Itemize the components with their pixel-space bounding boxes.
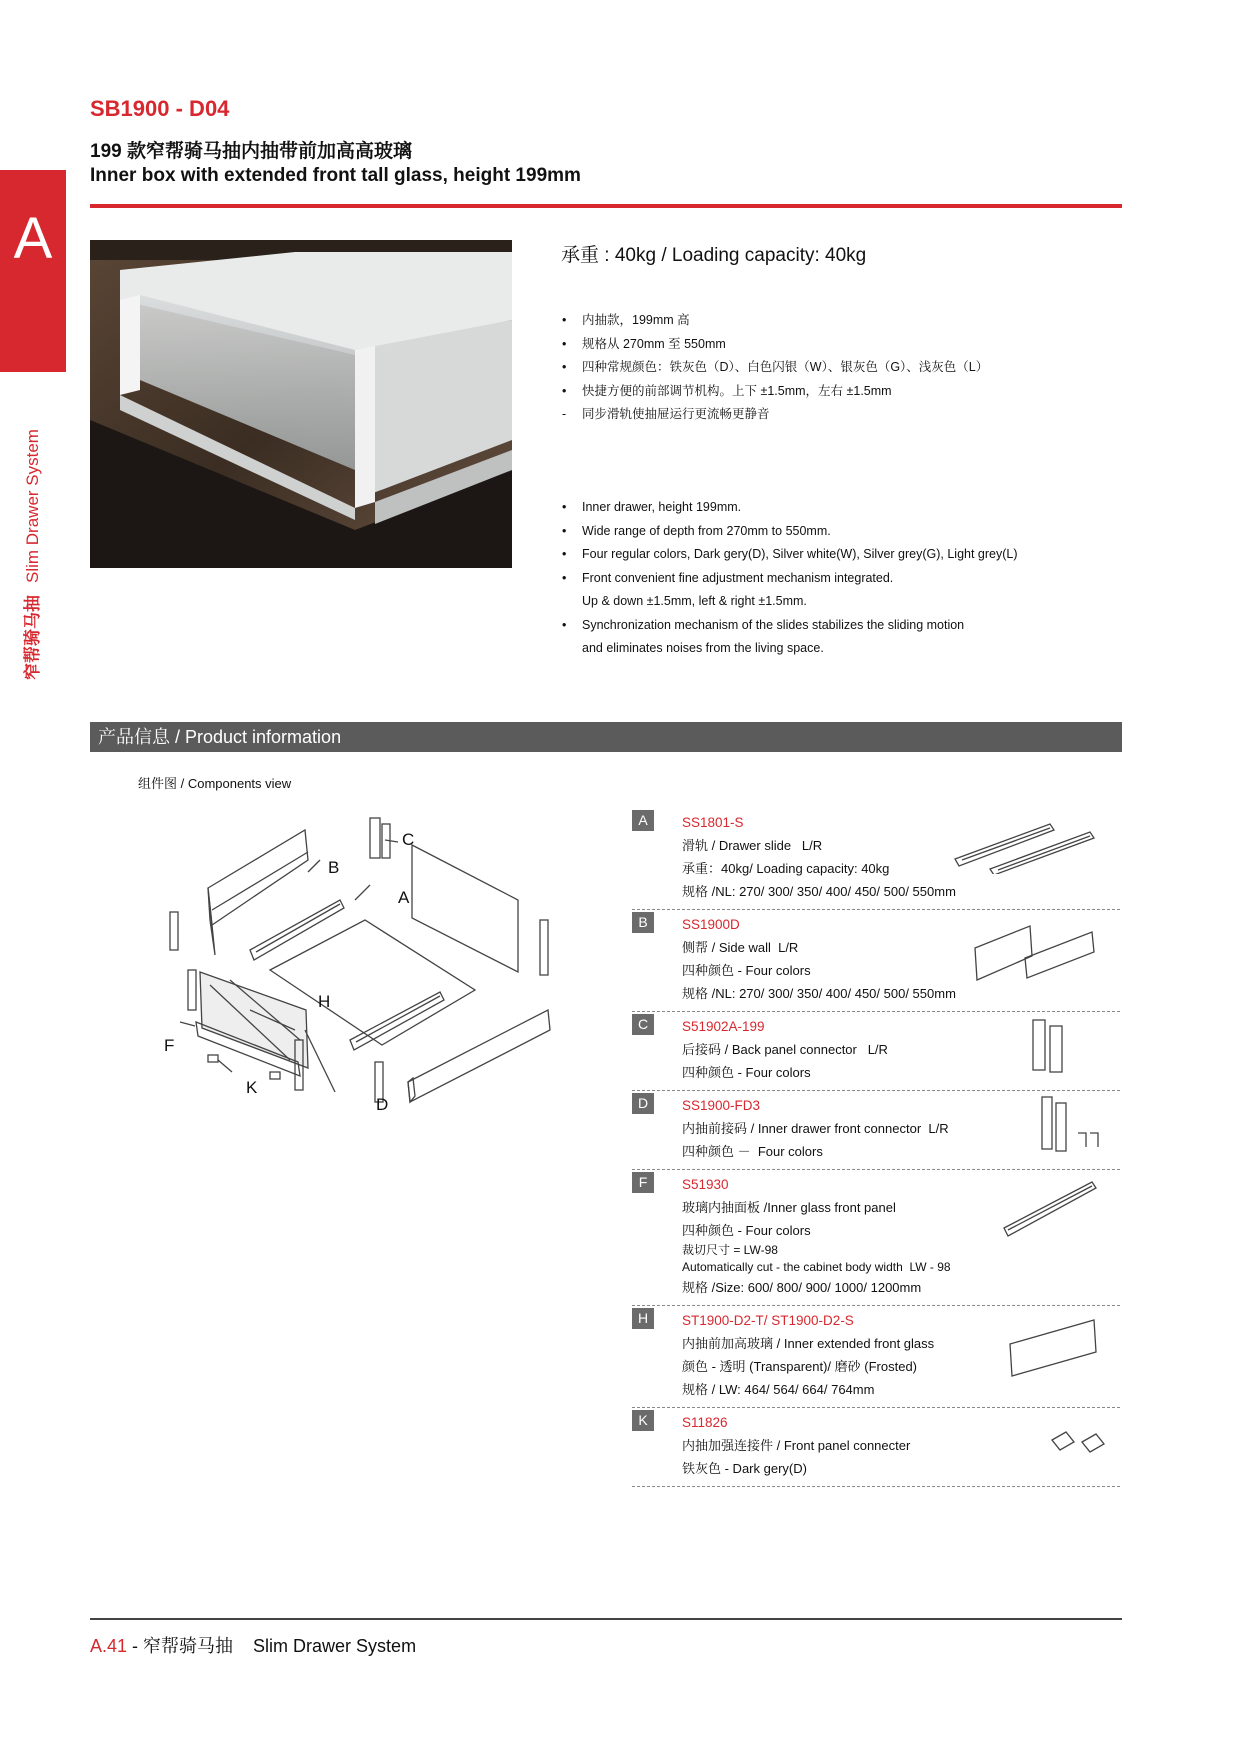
feature-en-item: and eliminates noises from the living space.: [582, 641, 824, 655]
component-list: [632, 808, 1120, 1487]
component-line: 四种颜色 - Four colors: [682, 1223, 811, 1238]
component-line: 规格 /NL: 270/ 300/ 350/ 400/ 450/ 500/ 550mm: [682, 986, 956, 1001]
component-letter: H: [632, 1308, 654, 1329]
footer: [90, 1632, 416, 1658]
component-line: 四种颜色 - Four colors: [682, 963, 811, 978]
footer-en: Slim Drawer System: [253, 1636, 417, 1656]
component-line: 内抽前接码 / Inner drawer front connector L/R: [682, 1121, 949, 1136]
back-panel-connector-image: [1030, 1016, 1070, 1076]
components-view-label: 组件图 / Components view: [138, 776, 292, 791]
component-line: 铁灰色 - Dark gery(D): [682, 1461, 807, 1476]
product-code: SB1900 - D04: [90, 96, 230, 121]
component-letter: A: [632, 810, 654, 831]
component-letter: B: [632, 912, 654, 933]
component-code: SS1900-FD3: [682, 1098, 761, 1113]
component-letter: F: [632, 1172, 654, 1193]
features-en-list: [560, 496, 1018, 661]
component-line: 颜色 - 透明 (Transparent)/ 磨砂 (Frosted): [682, 1359, 917, 1374]
diagram-label-c: C: [402, 830, 415, 849]
component-letter: C: [632, 1014, 654, 1035]
feature-cn-item: • 快捷方便的前部调节机构。上下 ±1.5mm，左右 ±1.5mm: [560, 380, 988, 404]
drawer-slide-image: [950, 814, 1100, 874]
component-line: 四种颜色 － Four colors: [682, 1144, 823, 1159]
loading-capacity: 承重 : 40kg / Loading capacity: 40kg: [561, 245, 867, 266]
feature-cn-item: - 同步滑轨使抽屉运行更流畅更静音: [560, 403, 988, 427]
diagram-label-d: D: [376, 1095, 389, 1114]
component-line: 滑轨 / Drawer slide L/R: [682, 838, 823, 853]
diagram-label-b: B: [328, 858, 340, 877]
section-tab: [0, 170, 66, 372]
header-rule: [90, 204, 1122, 208]
component-item-d: [632, 1091, 1120, 1170]
extended-glass-image: [1006, 1316, 1100, 1378]
product-title-cn: 199 款窄帮骑马抽内抽带前加高高玻璃: [90, 141, 412, 162]
component-code: S51930: [682, 1177, 729, 1192]
component-line: 内抽加强连接件 / Front panel connecter: [682, 1438, 911, 1453]
component-line: 后接码 / Back panel connector L/R: [682, 1042, 888, 1057]
component-code: S51902A-199: [682, 1019, 765, 1034]
component-line: 规格 /NL: 270/ 300/ 350/ 400/ 450/ 500/ 550mm: [682, 884, 956, 899]
features-cn-list: [560, 309, 988, 427]
product-info-bar: [90, 722, 1122, 752]
exploded-diagram: [150, 800, 570, 1130]
product-info-title: 产品信息 / Product information: [98, 727, 342, 747]
front-connector-image: [1038, 1093, 1108, 1157]
cut-size-en: Automatically cut - the cabinet body width LW - 98: [682, 1260, 951, 1274]
component-line: 侧帮 / Side wall L/R: [682, 940, 799, 955]
side-wall-image: [970, 918, 1100, 988]
component-line: 四种颜色 - Four colors: [682, 1065, 811, 1080]
feature-cn-item: • 内抽款，199mm 高: [560, 309, 988, 333]
feature-en-item: • Wide range of depth from 270mm to 550mm.: [560, 520, 1018, 544]
glass-front-panel-image: [1000, 1178, 1100, 1240]
component-code: ST1900-D2-T/ ST1900-D2-S: [682, 1313, 854, 1328]
side-title-en: Slim Drawer System: [23, 429, 42, 583]
feature-en-item: • Front convenient fine adjustment mechanism integrated.: [560, 567, 1018, 591]
panel-connecter-image: [1048, 1426, 1108, 1456]
component-code: S11826: [682, 1415, 728, 1430]
diagram-label-a: A: [398, 888, 410, 907]
feature-cn-item: • 规格从 270mm 至 550mm: [560, 333, 988, 357]
feature-en-item: • Four regular colors, Dark gery(D), Silver white(W), Silver grey(G), Light grey(L): [560, 543, 1018, 567]
feature-en-item: Up & down ±1.5mm, left & right ±1.5mm.: [582, 594, 807, 608]
component-item-b: [632, 910, 1120, 1012]
section-letter: A: [13, 206, 53, 271]
component-letter: K: [632, 1410, 654, 1431]
footer-rule: [90, 1618, 1122, 1620]
diagram-label-f: F: [164, 1036, 175, 1055]
product-photo: [90, 240, 512, 568]
footer-sep: -: [127, 1636, 144, 1656]
component-letter: D: [632, 1093, 654, 1114]
component-code: SS1801-S: [682, 815, 744, 830]
component-line: 规格 / LW: 464/ 564/ 664/ 764mm: [682, 1382, 875, 1397]
component-line: 玻璃内抽面板 /Inner glass front panel: [682, 1200, 896, 1215]
side-vertical-title: [18, 429, 43, 680]
component-size: 规格 /Size: 600/ 800/ 900/ 1000/ 1200mm: [682, 1280, 922, 1295]
component-line: 承重：40kg/ Loading capacity: 40kg: [682, 861, 890, 876]
component-item-f: [632, 1170, 1120, 1306]
footer-cn: 窄帮骑马抽: [143, 1636, 234, 1656]
component-item-h: [632, 1306, 1120, 1408]
side-title-cn: 窄帮骑马抽: [23, 595, 42, 680]
product-title-en: Inner box with extended front tall glass, height 199mm: [90, 165, 581, 186]
cut-size-cn: 裁切尺寸 = LW-98: [682, 1243, 778, 1257]
component-code: SS1900D: [682, 917, 740, 932]
component-item-k: [632, 1408, 1120, 1487]
component-line: 内抽前加高玻璃 / Inner extended front glass: [682, 1336, 935, 1351]
feature-en-item: • Synchronization mechanism of the slides stabilizes the sliding motion: [560, 614, 1018, 638]
component-item-c: [632, 1012, 1120, 1091]
feature-cn-item: • 四种常规颜色：铁灰色（D）、白色闪银（W）、银灰色（G）、浅灰色（L）: [560, 356, 988, 380]
diagram-label-h: H: [318, 992, 331, 1011]
page-number: A.41: [90, 1636, 128, 1656]
feature-en-item: • Inner drawer, height 199mm.: [560, 496, 1018, 520]
component-item-a: [632, 808, 1120, 910]
diagram-label-k: K: [246, 1078, 258, 1097]
